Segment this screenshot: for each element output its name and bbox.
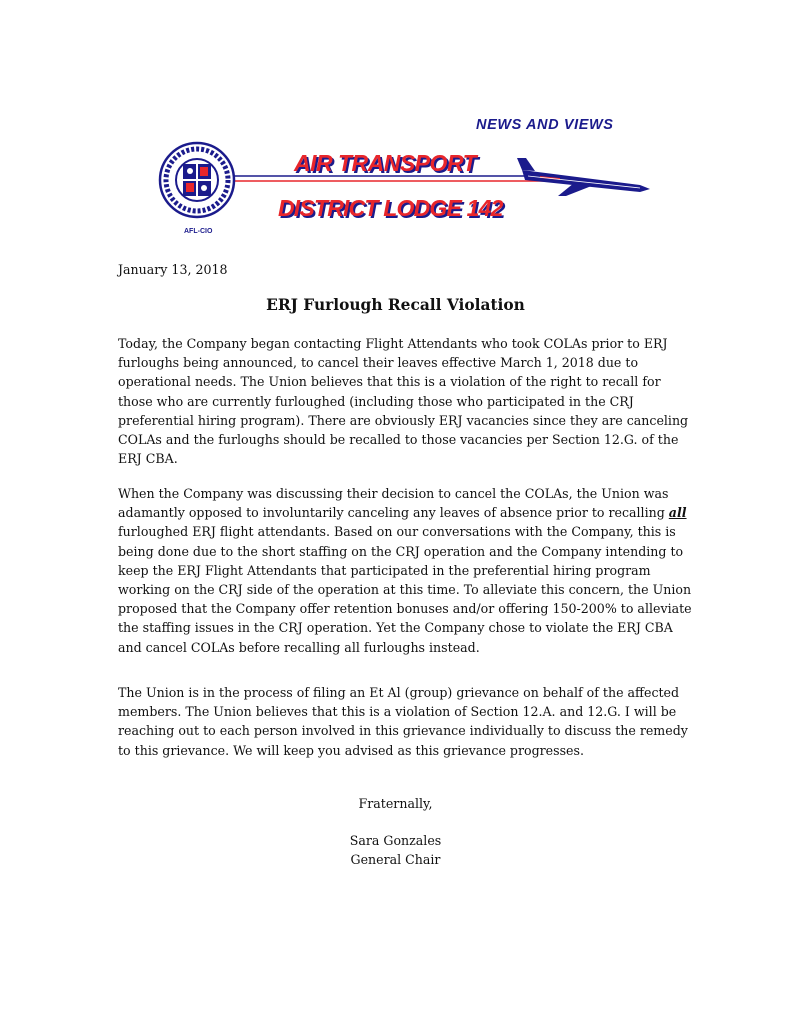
signer-title: General Chair — [350, 852, 441, 867]
union-seal-icon — [160, 143, 234, 217]
airplane-icon — [517, 158, 650, 196]
letterhead — [0, 0, 791, 250]
paragraph-2-emphasis: all — [668, 505, 687, 521]
paragraph-3 — [118, 683, 698, 760]
letter-date: January 13, 2018 — [118, 262, 228, 277]
afl-cio-caption: AFL-CIO — [184, 228, 213, 235]
paragraph-1-text: Today, the Company began contacting Flight Attendants who took COLAs prior to ERJ furloughs being announced, to cancel their leaves effective March 1, 2018 due to operational needs. The Union believes that this is a violation of the right to recall for those who are currently furloughed (including those who participated in the CRJ preferential hiring program). There are obviously ERJ vacancies since they are canceling COLAs and the furloughs should be recalled to those vacancies per Section 12.G. of the ERJ CBA. — [118, 336, 689, 467]
paragraph-1 — [118, 334, 698, 468]
paragraph-2-lead: When the Company was discussing their decision to cancel the COLAs, the Union was adamantly opposed to involuntarily canceling any leaves of absence prior to recalling — [118, 486, 669, 521]
paragraph-3-text: The Union is in the process of filing an Et Al (group) grievance on behalf of the affected members. The Union believes that this is a violation of Section 12.A. and 12.G. I will be reaching out to each person involved in this grievance individually to discuss the remedy to this grievance. We will keep you advised as this grievance progresses. — [118, 685, 688, 758]
signer-name: Sara Gonzales — [349, 833, 442, 848]
air-transport-wordmark: AIR TRANSPORT — [294, 150, 477, 176]
paragraph-2 — [118, 484, 698, 657]
news-and-views-heading: NEWS AND VIEWS — [476, 117, 614, 133]
paragraph-2-text — [118, 484, 698, 657]
district-lodge-wordmark: DISTRICT LODGE 142 — [278, 195, 503, 221]
letter-title: ERJ Furlough Recall Violation — [266, 296, 525, 314]
closing-salutation: Fraternally, — [358, 796, 433, 811]
paragraph-2-rest: furloughed ERJ flight attendants. Based on our conversations with the Company, this is being done due to the short staffing on the CRJ operation and the Company intending to keep the ERJ Flight Attendants that participated in the preferential hiring program working on the CRJ side of the operation at this time. To alleviate this concern, the Union proposed that the Company offer retention bonuses and/or offering 150-200% to alleviate the staffing issues in the CRJ operation. Yet the Company chose to violate the ERJ CBA and cancel COLAs before recalling all furloughs instead. — [118, 524, 692, 655]
